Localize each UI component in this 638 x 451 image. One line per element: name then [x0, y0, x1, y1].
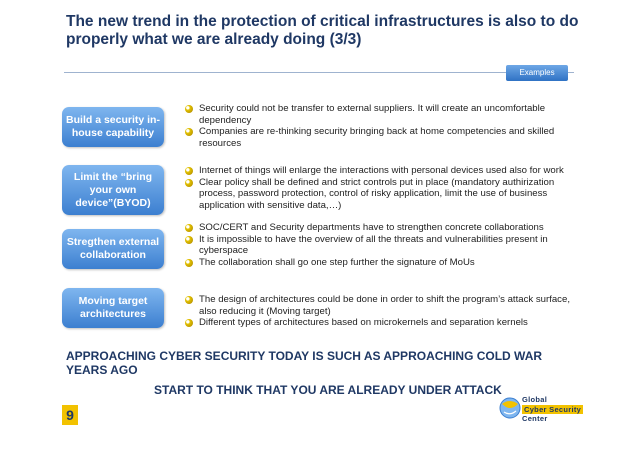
examples-tag: Examples — [506, 65, 568, 81]
section-label-collaboration: Stregthen external collaboration — [62, 229, 164, 269]
section-label-moving-target: Moving target architectures — [62, 288, 164, 328]
bullet-icon — [185, 319, 193, 327]
bullet-item: The collaboration shall go one step further the signature of MoUs — [185, 257, 575, 269]
slogan-line-1: APPROACHING CYBER SECURITY TODAY IS SUCH AS APPROACHING COLD WAR YEARS AGO — [66, 349, 543, 377]
bullet-icon — [185, 296, 193, 304]
title-divider — [64, 72, 574, 73]
bullet-icon — [185, 128, 193, 136]
bullet-icon — [185, 105, 193, 113]
logo-line-3: Center — [522, 414, 548, 423]
logo-text — [522, 395, 583, 424]
bullet-icon — [185, 236, 193, 244]
bullet-icon — [185, 179, 193, 187]
logo-line-1: Global — [522, 395, 548, 404]
bullet-item: Clear policy shall be defined and strict controls put in place (mandatory authirization process, password protection, control of risky application, limit the use of business application with sensitive data,…) — [185, 177, 575, 212]
bullet-item: Security could not be transfer to external suppliers. It will create an uncomfortable dependency — [185, 103, 575, 126]
logo-line-2: Cyber Security — [524, 404, 582, 414]
bullet-item: Different types of architectures based on microkernels and separation kernels — [185, 317, 575, 329]
bullet-item: Internet of things will enlarge the interactions with personal devices used also for work — [185, 165, 575, 177]
section-bullets-byod — [185, 165, 575, 211]
section-bullets-security-capability — [185, 103, 575, 149]
bullet-item: Companies are re-thinking security bringing back at home competencies and skilled resources — [185, 126, 575, 149]
section-bullets-moving-target — [185, 294, 575, 329]
bullet-item: SOC/CERT and Security departments have to strengthen concrete collaborations — [185, 222, 575, 234]
page-number: 9 — [62, 405, 78, 425]
slogan-line-2: START TO THINK THAT YOU ARE ALREADY UNDER ATTACK — [154, 383, 502, 397]
bullet-icon — [185, 167, 193, 175]
bullet-icon — [185, 259, 193, 267]
section-label-byod: Limit the “bring your own device”(BYOD) — [62, 165, 164, 215]
bullet-item: It is impossible to have the overview of all the threats and vulnerabilities present in cyberspace — [185, 234, 575, 257]
section-bullets-collaboration — [185, 222, 575, 268]
section-label-security-capability: Build a security in-house capability — [62, 107, 164, 147]
bullet-icon — [185, 224, 193, 232]
slide-title: The new trend in the protection of critical infrastructures is also to do properly what we are already doing (3/3) — [66, 13, 579, 48]
bullet-item: The design of architectures could be done in order to shift the program’s attack surface, also reducing it (Moving target) — [185, 294, 575, 317]
